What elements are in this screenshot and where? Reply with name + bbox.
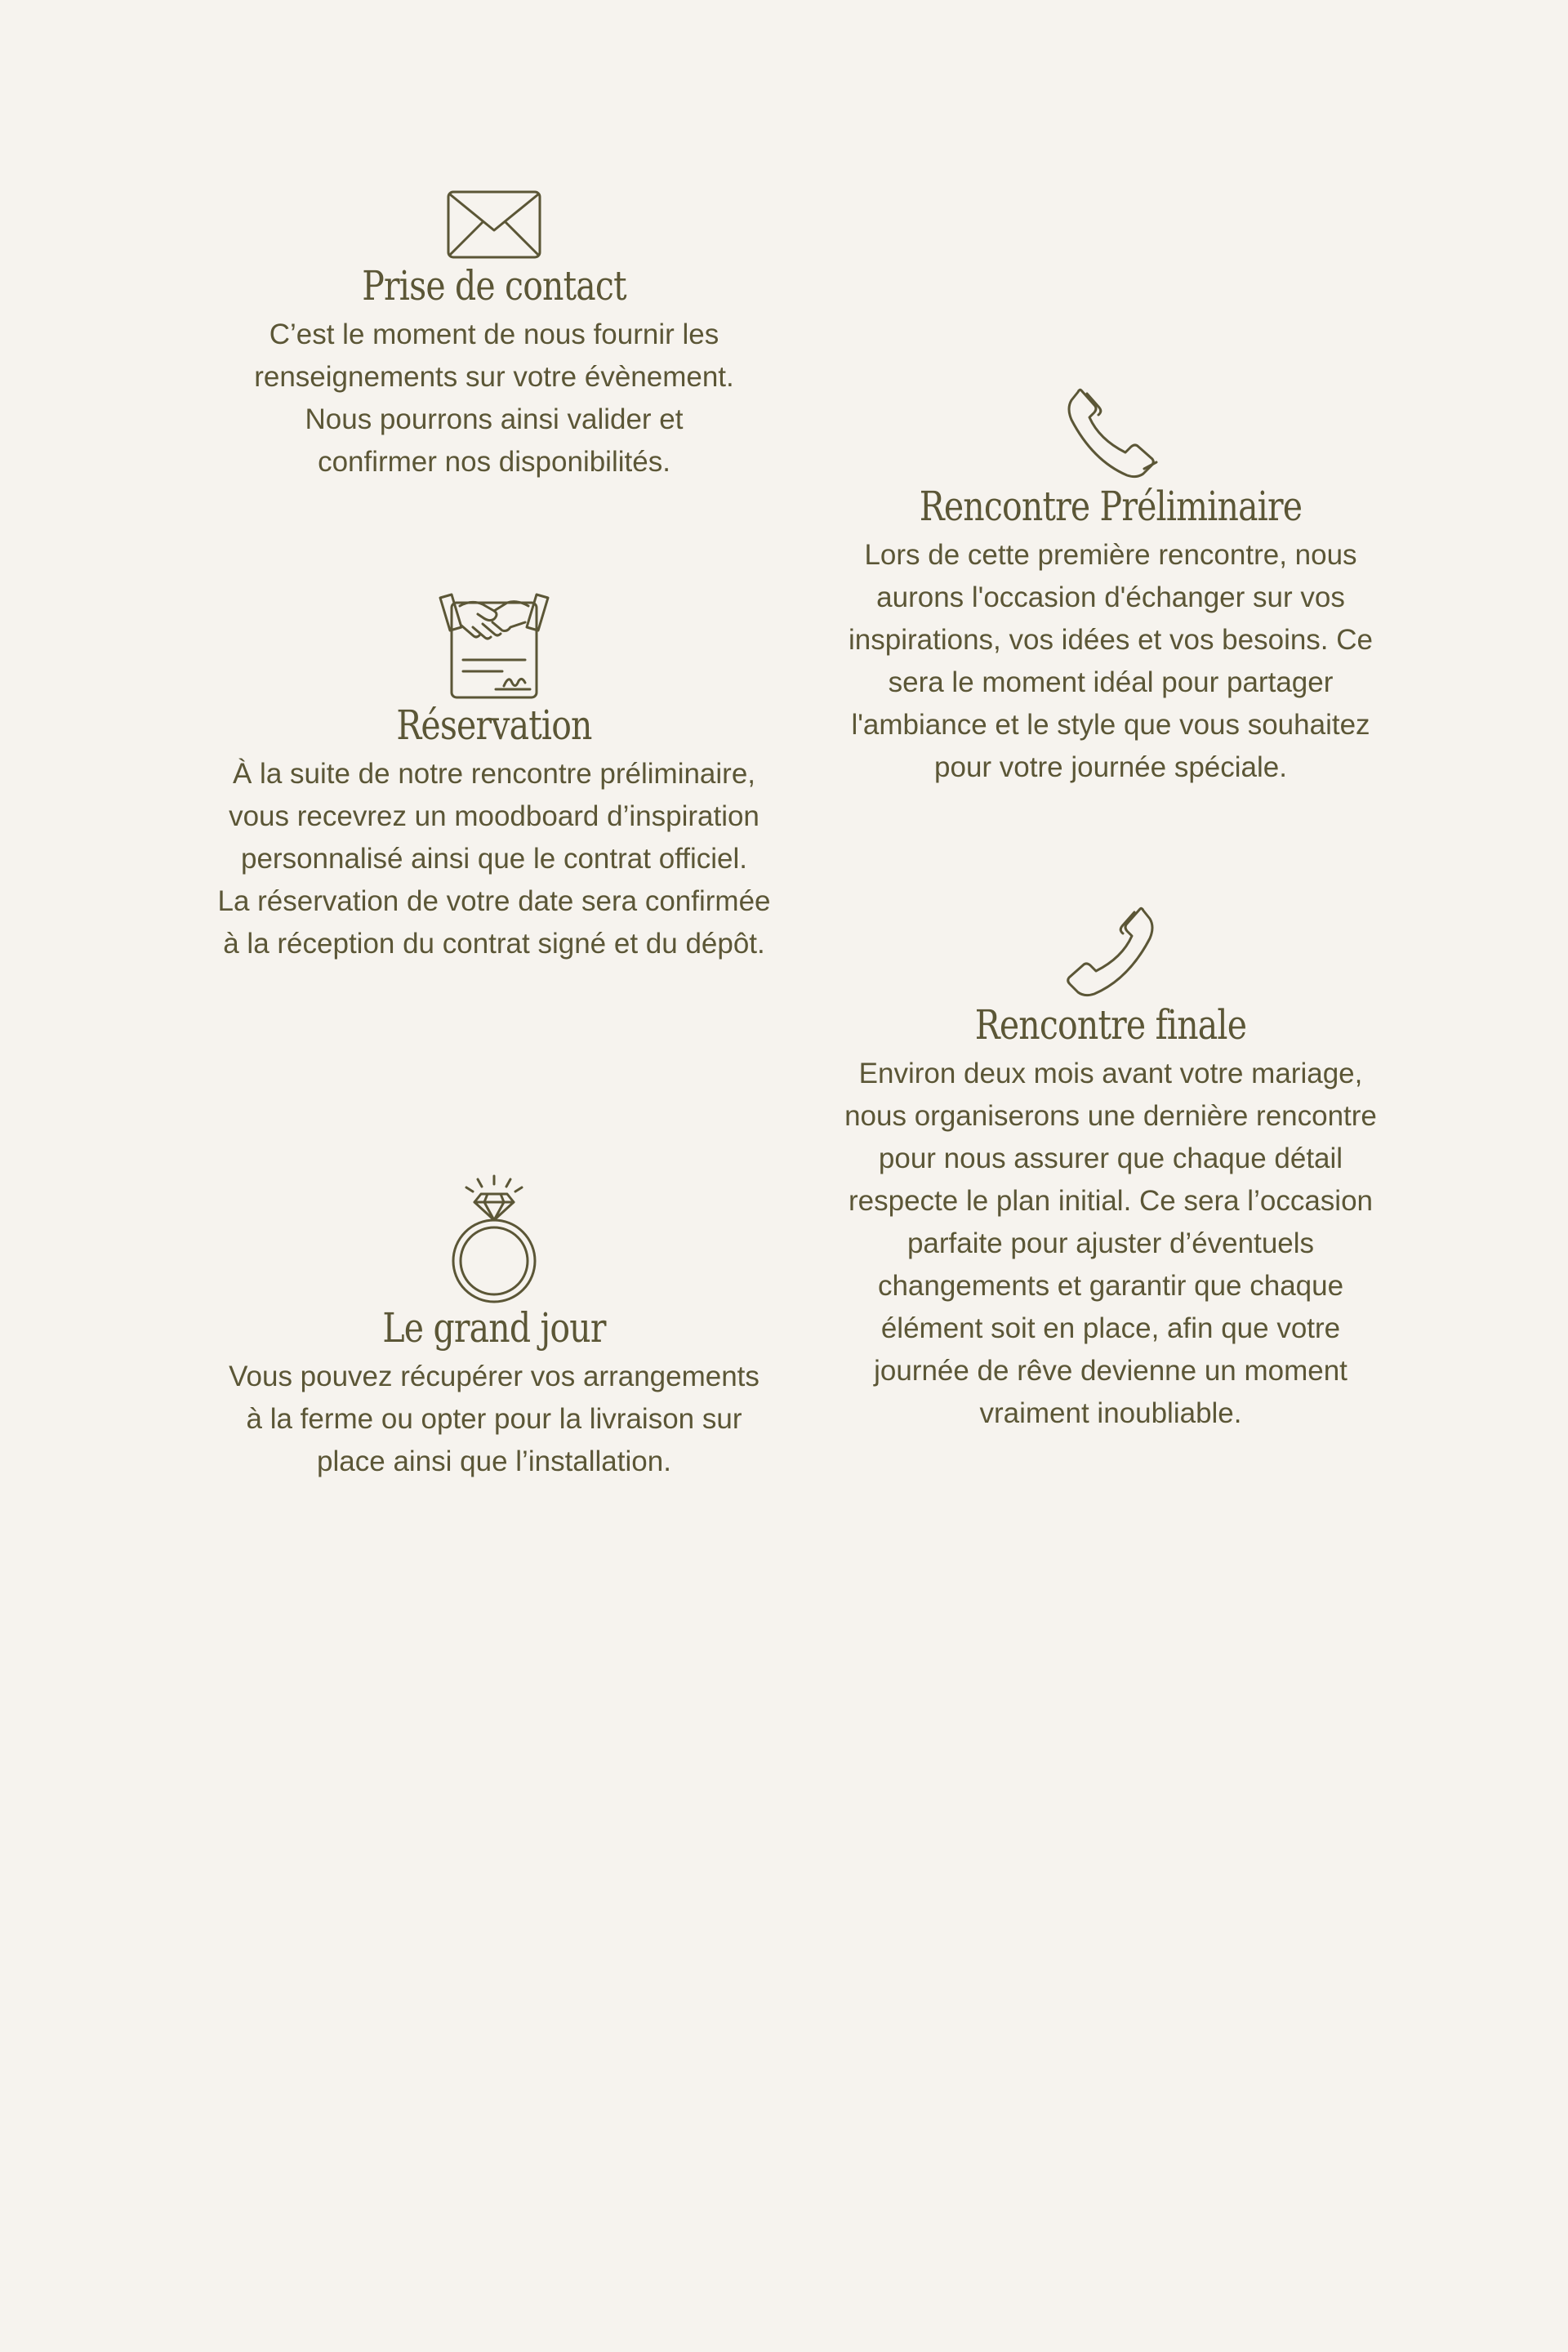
description-line: pour nous assurer que chaque détail (878, 1143, 1343, 1174)
phone-icon (808, 902, 1413, 1000)
description-line: place ainsi que l’installation. (317, 1446, 671, 1477)
description-line: confirmer nos disponibilités. (318, 446, 670, 478)
description-line: journée de rêve devienne un moment (874, 1355, 1348, 1387)
handshake-contract-icon (196, 586, 792, 701)
step-rencontre-preliminaire (808, 384, 1413, 789)
description-line: vous recevrez un moodboard d’inspiration (229, 800, 760, 832)
description-line: personnalisé ainsi que le contrat officiel. (240, 843, 747, 875)
description-line: Lors de cette première rencontre, nous (864, 539, 1357, 571)
description-line: aurons l'occasion d'échanger sur vos (876, 581, 1345, 613)
description-line: changements et garantir que chaque (877, 1270, 1344, 1302)
description-line: nous organiserons une dernière rencontre (844, 1100, 1377, 1132)
step-title: Rencontre Préliminaire (919, 483, 1303, 530)
description-line: parfaite pour ajuster d’éventuels (906, 1227, 1315, 1259)
step-description (196, 753, 792, 965)
step-description (808, 534, 1413, 789)
phone-icon (808, 384, 1413, 482)
description-line: l'ambiance et le style que vous souhaitez (851, 709, 1370, 741)
step-description (212, 314, 776, 483)
description-line: Vous pouvez récupérer vos arrangements (229, 1361, 760, 1392)
description-line: La réservation de votre date sera confirmée (217, 885, 771, 917)
description-line: vraiment inoubliable. (979, 1397, 1242, 1429)
description-line: pour votre journée spéciale. (934, 751, 1287, 783)
description-line: à la réception du contrat signé et du dépôt. (223, 928, 765, 960)
step-le-grand-jour (196, 1173, 792, 1483)
description-line: Nous pourrons ainsi valider et (305, 403, 684, 435)
step-reservation (196, 586, 792, 965)
description-line: C’est le moment de nous fournir les (269, 318, 719, 350)
step-title: Rencontre finale (974, 1001, 1247, 1049)
diamond-ring-icon (196, 1173, 792, 1303)
step-title: Le grand jour (382, 1304, 606, 1352)
description-line: À la suite de notre rencontre préliminaire, (232, 758, 756, 790)
step-description (196, 1356, 792, 1483)
description-line: renseignements sur votre évènement. (254, 361, 734, 393)
step-title: Réservation (396, 702, 592, 749)
step-description (808, 1053, 1413, 1435)
description-line: élément soit en place, afin que votre (880, 1312, 1341, 1344)
envelope-icon (212, 188, 776, 261)
step-rencontre-finale (808, 902, 1413, 1435)
description-line: inspirations, vos idées et vos besoins. Ce (849, 624, 1373, 656)
description-line: à la ferme ou opter pour la livraison sur (246, 1403, 742, 1435)
description-line: Environ deux mois avant votre mariage, (858, 1058, 1363, 1089)
step-prise-de-contact (212, 188, 776, 483)
description-line: respecte le plan initial. Ce sera l’occasion (849, 1185, 1373, 1217)
description-line: sera le moment idéal pour partager (888, 666, 1334, 698)
step-title: Prise de contact (362, 262, 626, 310)
